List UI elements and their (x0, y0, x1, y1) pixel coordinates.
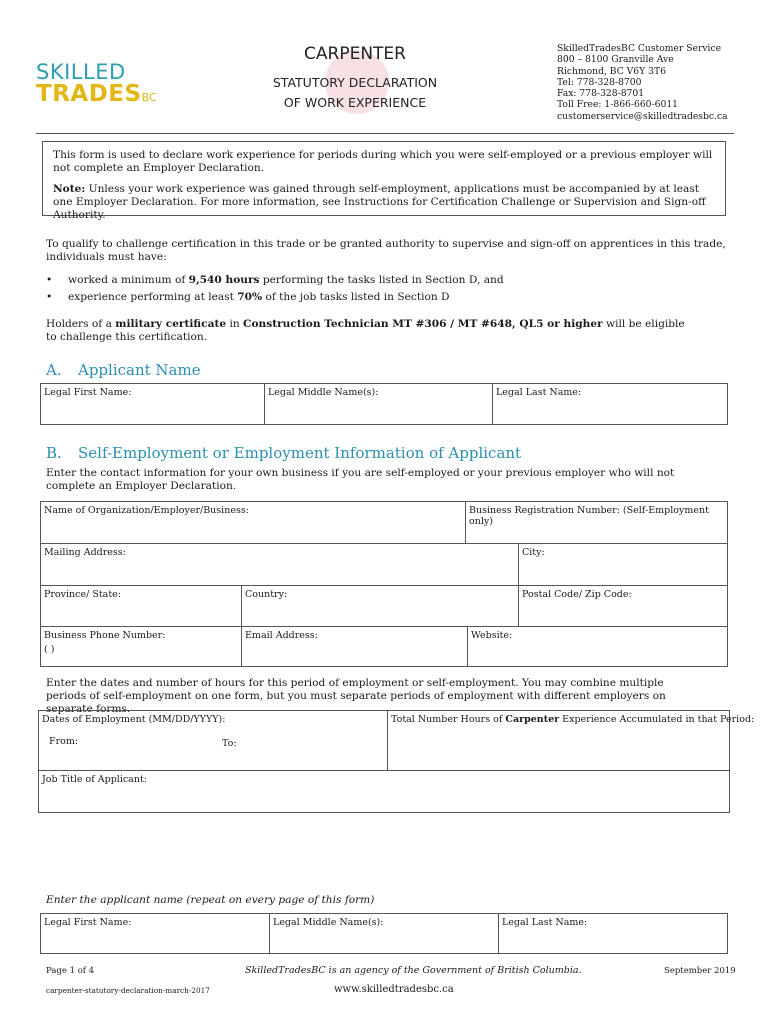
contact-block (557, 43, 757, 122)
logo (36, 62, 157, 105)
contact-line: SkilledTradesBC Customer Service (557, 43, 722, 54)
bullet-item: • experience performing at least 70% of the job tasks listed in Section D (46, 291, 450, 303)
footer-date: September 2019 (664, 966, 736, 976)
repeat-first-name-field[interactable]: Legal First Name: (40, 913, 270, 954)
organization-name-field[interactable]: Name of Organization/Employer/Business: (40, 501, 466, 544)
country-field[interactable]: Country: (241, 585, 519, 627)
section-a-heading: A. Applicant Name (46, 361, 201, 379)
intro-text: This form is used to declare work experience for periods during which you were self-employed or a previous employer will not complete an Employer Declaration. (53, 149, 713, 174)
file-name: carpenter-statutory-declaration-march-2017 (46, 986, 210, 995)
form-subtitle-1: STATUTORY DECLARATION (272, 75, 438, 90)
from-label: From: (49, 736, 79, 747)
business-registration-field[interactable]: Business Registration Number: (Self-Employment only) (465, 501, 728, 544)
contact-fax: Fax: 778-328-8701 (557, 88, 645, 100)
header-divider (36, 133, 734, 134)
job-title-field[interactable]: Job Title of Applicant: (38, 770, 730, 813)
repeat-last-name-field[interactable]: Legal Last Name: (498, 913, 728, 954)
intro-note (53, 183, 713, 222)
contact-email[interactable]: customerservice@skilledtradesbc.ca (557, 110, 728, 122)
website-link[interactable]: www.skilledtradesbc.ca (334, 984, 454, 995)
repeat-caption: Enter the applicant name (repeat on every page of this form) (46, 894, 375, 906)
bullet-icon: • (46, 274, 53, 286)
to-label: To: (222, 738, 237, 749)
province-field[interactable]: Province/ State: (40, 585, 242, 627)
logo-bc: BC (141, 91, 157, 104)
agency-text: SkilledTradesBC is an agency of the Government of British Columbia. (245, 965, 582, 976)
bullet-item: • worked a minimum of 9,540 hours performing the tasks listed in Section D, and (46, 274, 504, 286)
city-field[interactable]: City: (518, 543, 728, 586)
contact-line: 800 – 8100 Granville Ave (557, 54, 674, 66)
page-number: Page 1 of 4 (46, 966, 95, 976)
total-hours-field[interactable]: Total Number Hours of Carpenter Experience Accumulated in that Period: (387, 710, 730, 771)
section-b-heading: B. Self-Employment or Employment Information of Applicant (46, 444, 522, 462)
form-subtitle-2: OF WORK EXPERIENCE (283, 95, 427, 110)
legal-middle-name-field[interactable]: Legal Middle Name(s): (264, 383, 493, 425)
note-label: Note: (53, 183, 86, 195)
form-title: CARPENTER (304, 44, 406, 64)
intro-box (42, 141, 726, 221)
dates-of-employment-field[interactable]: Dates of Employment (MM/DD/YYYY): From: To: (38, 710, 388, 771)
dates-intro: Enter the dates and number of hours for this period of employment or self-employment. You may combine multiple periods of self-employment on one form, but you must separate periods of employment with different employers on separate forms. (46, 677, 666, 715)
contact-line: Richmond, BC V6Y 3T6 (557, 65, 666, 77)
postal-code-field[interactable]: Postal Code/ Zip Code: (518, 585, 728, 627)
logo-trades: TRADES (36, 81, 142, 107)
military-text: Holders of a military certificate in Construction Technician MT #306 / MT #648, QL5 or higher will be eligible to challenge this certification. (46, 318, 685, 343)
legal-first-name-field[interactable]: Legal First Name: (40, 383, 265, 425)
business-phone-field[interactable]: Business Phone Number: ( ) (40, 626, 242, 667)
contact-tollfree: Toll Free: 1-866-660-6011 (557, 99, 679, 111)
note-text: Unless your work experience was gained through self-employment, applications must be accompanied by at least one Employer Declaration. For more information, see Instructions for Certification Challenge or Supervision and Sign-off Authority. (53, 183, 706, 221)
qualify-text: To qualify to challenge certification in this trade or be granted authority to supervise and sign-off on apprentices in this trade, individuals must have: (46, 238, 726, 263)
bullet-icon: • (46, 291, 53, 303)
email-address-field[interactable]: Email Address: (241, 626, 468, 667)
section-b-intro: Enter the contact information for your own business if you are self-employed or your previous employer who will not complete an Employer Declaration. (46, 467, 675, 492)
website-field[interactable]: Website: (467, 626, 728, 667)
logo-skilled: SKILLED (36, 60, 126, 84)
mailing-address-field[interactable]: Mailing Address: (40, 543, 519, 586)
repeat-middle-name-field[interactable]: Legal Middle Name(s): (269, 913, 499, 954)
legal-last-name-field[interactable]: Legal Last Name: (492, 383, 728, 425)
contact-phone: Tel: 778-328-8700 (557, 76, 642, 88)
